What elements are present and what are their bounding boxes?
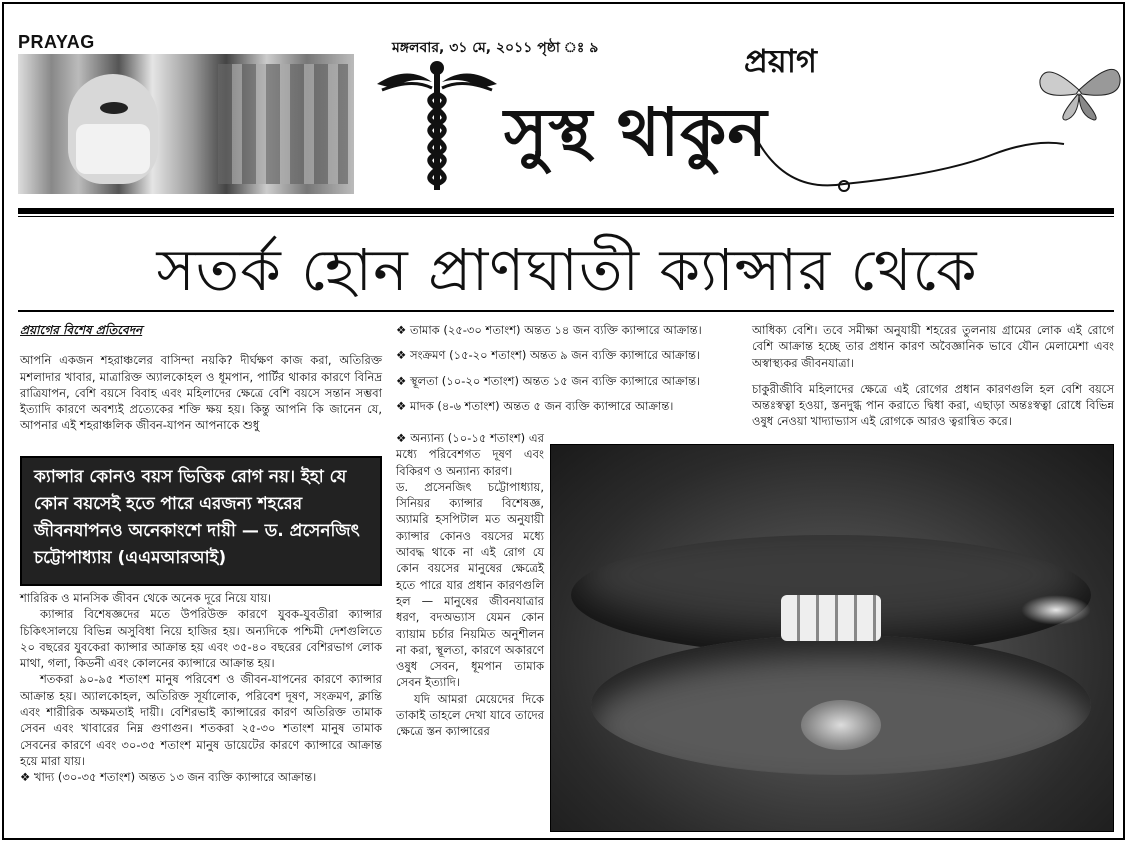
paragraph: শতকরা ৯০-৯৫ শতাংশ মানুষ পরিবেশ ও জীবন-যাপনের কারণে ক্যান্সার আক্রান্ত হয়। অ্যালকোহল, অতিরিক্ত সূর্যালোক, পরিবেশ দূষণ, সংক্রমণ, ক্লান্তি এবং শারীরিক অক্ষমতাই দায়ী। বেশিরভাই ক্যান্সারের কারণ অতিরিক্ত তামাক সেবন এবং খাবারের নিম্ন গুণাগুন। শতকরা ২৫-৩০ শতাংশ মানুষ তামাক সেবনের কারণে এবং ৩০-৩৫ শতাংশ মানুষ ডায়েটের কারণে ক্যান্সারে আক্রান্ত হয়ে মারা যায়। bbox=[20, 672, 382, 768]
column-2-narrow bbox=[396, 430, 544, 740]
bullet-item: ❖ খাদ্য (৩০-৩৫ শতাংশ) অন্তত ১৩ জন ব্যক্তি ক্যান্সারে আক্রান্ত। bbox=[20, 769, 382, 785]
masthead-photo bbox=[18, 54, 354, 194]
paragraph: ড. প্রসেনজিৎ চট্টোপাধ্যায়, সিনিয়র ক্যান্সার বিশেষজ্ঞ, অ্যামরি হসপিটাল মত অনুযায়ী ক্যান্সার কোনও বয়সের মধ্যে আবদ্ধ থাকে না এই রোগ যে কোন বয়সের মানুষের ক্ষেত্রেই হতে পারে যার প্রধান কারণগুলি হল — মানুষের জীবনযাত্রার ধরণ, বদঅভ্যাস যেমন কোন ব্যায়াম চর্চার নিয়মিত অনুশীলন না করা, স্থূলতা, কারণে অকারণে ওষুধ সেবন, ধূমপান তামাক সেবন ইত্যাদি। bbox=[396, 479, 544, 690]
column-3 bbox=[752, 322, 1114, 440]
pull-quote: ক্যান্সার কোনও বয়স ভিত্তিক রোগ নয়। ইহা যে কোন বয়সেই হতে পারে এরজন্য শহরের জীবনযাপনও অনেকাংশে দায়ী — ড. প্রসেনজিৎ চট্টোপাধ্যায় (এএমআরআই) bbox=[20, 456, 382, 586]
masthead-rule bbox=[18, 208, 1114, 214]
intro-paragraph: আপনি একজন শহরাঞ্চলের বাসিন্দা নয়কি? দীর্ঘক্ষণ কাজ করা, অতিরিক্ত মশলাদার খাবার, মাত্রারিক্ত অ্যালকোহল ও ধূমপান, পার্টির থাকার কারণে বিনিদ্র রাত্রিযাপন, বেশি বয়সে বিবাহ এবং মহিলাদের ক্ষেত্রে বেশি বয়সে সন্তান সম্ভবা ইত্যাদি কারণে অবশ্যই প্রত্যেকের শক্তি ক্ষয় হয়। কিন্তু আপনি কি জানেন যে, আপনার এই শহরাঞ্চলিক জীবন-যাপন আপনাকে শুধু bbox=[20, 353, 382, 433]
column-2-bullets bbox=[396, 322, 738, 423]
headline: সতর্ক হোন প্রাণঘাতী ক্যান্সার থেকে bbox=[156, 236, 978, 304]
bullet-item: ❖ সংক্রমণ (১৫-২০ শতাংশ) অন্তত ৯ জন ব্যক্তি ক্যান্সারে আক্রান্ত। bbox=[396, 347, 738, 363]
column-1 bbox=[20, 322, 382, 434]
butterfly-icon bbox=[1036, 60, 1122, 122]
paragraph: ক্যান্সার বিশেষজ্ঞদের মতে উপরিউক্ত কারণে যুবক-যুবতীরা ক্যান্সার চিকিৎসালয়ে বিভিন্ন অসুবিধা নিয়ে হাজির হয়। অন্যদিকে পশ্চিমী দেশগুলিতে ২০ বছরের যুবকেরা ক্যান্সার আক্রান্ত হয় এবং ৩৫-৪০ বছরের বেশিরভাগ লোক মাথা, গলা, কিডনী এবং কোলনের ক্যান্সারে আক্রান্ত হয়। bbox=[20, 607, 382, 671]
dateline: মঙ্গলবার, ৩১ মে, ২০১১ পৃষ্ঠা ঃ ৯ bbox=[392, 40, 599, 56]
brand-english: PRAYAG bbox=[18, 32, 95, 52]
masthead-rule-thin bbox=[18, 216, 1114, 217]
bullet-item: ❖ মাদক (৪-৬ শতাংশ) অন্তত ৫ জন ব্যক্তি ক্যান্সারে আক্রান্ত। bbox=[396, 398, 738, 414]
paragraph: শারিরিক ও মানসিক জীবন থেকে অনেক দূরে নিয়ে যায়। bbox=[20, 591, 272, 605]
bullet-item: ❖ তামাক (২৫-৩০ শতাংশ) অন্তত ১৪ জন ব্যক্তি ক্যান্সারে আক্রান্ত। bbox=[396, 322, 738, 338]
caduceus-icon bbox=[372, 54, 502, 194]
paragraph: যদি আমরা মেয়েদের দিকে তাকাই তাহলে দেখা যাবে তাদের ক্ষেত্রে স্তন ক্যান্সারের bbox=[396, 691, 544, 739]
lip-lesion-photo bbox=[550, 444, 1114, 832]
newspaper-page bbox=[2, 2, 1125, 840]
section-title: সুস্থ থাকুন bbox=[504, 93, 768, 171]
brand-bengali: প্রয়াগ bbox=[744, 42, 817, 80]
byline: প্রয়াগের বিশেষ প্রতিবেদন bbox=[20, 323, 143, 337]
bullet-item: ❖ স্থূলতা (১০-২০ শতাংশ) অন্তত ১৫ জন ব্যক্তি ক্যান্সারে আক্রান্ত। bbox=[396, 373, 738, 389]
paragraph: আধিক্য বেশি। তবে সমীক্ষা অনুযায়ী শহরের তুলনায় গ্রামের লোক এই রোগে বেশি আক্রান্ত হচ্ছে তার প্রধান কারণ অবৈজ্ঞানিক ভাবে যৌন মেলামেশা এবং অস্বাস্থ্যকর জীবনযাত্রা। bbox=[752, 323, 1114, 370]
stethoscope-icon bbox=[744, 124, 1074, 204]
headline-rule bbox=[18, 310, 1114, 312]
bullet-item: ❖ অন্যান্য (১০-১৫ শতাংশ) এর মধ্যে পরিবেশগত দূষণ এবং বিকিরণ ও অন্যান্য কারণ। bbox=[396, 430, 544, 479]
column-1-continued bbox=[20, 590, 382, 786]
paragraph: চাকুরীজীবি মহিলাদের ক্ষেত্রে এই রোগের প্রধান কারণগুলি হল বেশি বয়সে অন্তঃস্বত্বা হওয়া, স্তনদুগ্ধ পান করাতে দ্বিধা করা, এছাড়া অন্তঃস্বত্বা রোধে বিভিন্ন ওষুধ নেওয়া খাদ্যাভ্যাস এই রোগকে আরও ত্বরান্বিত করে। bbox=[752, 381, 1114, 429]
